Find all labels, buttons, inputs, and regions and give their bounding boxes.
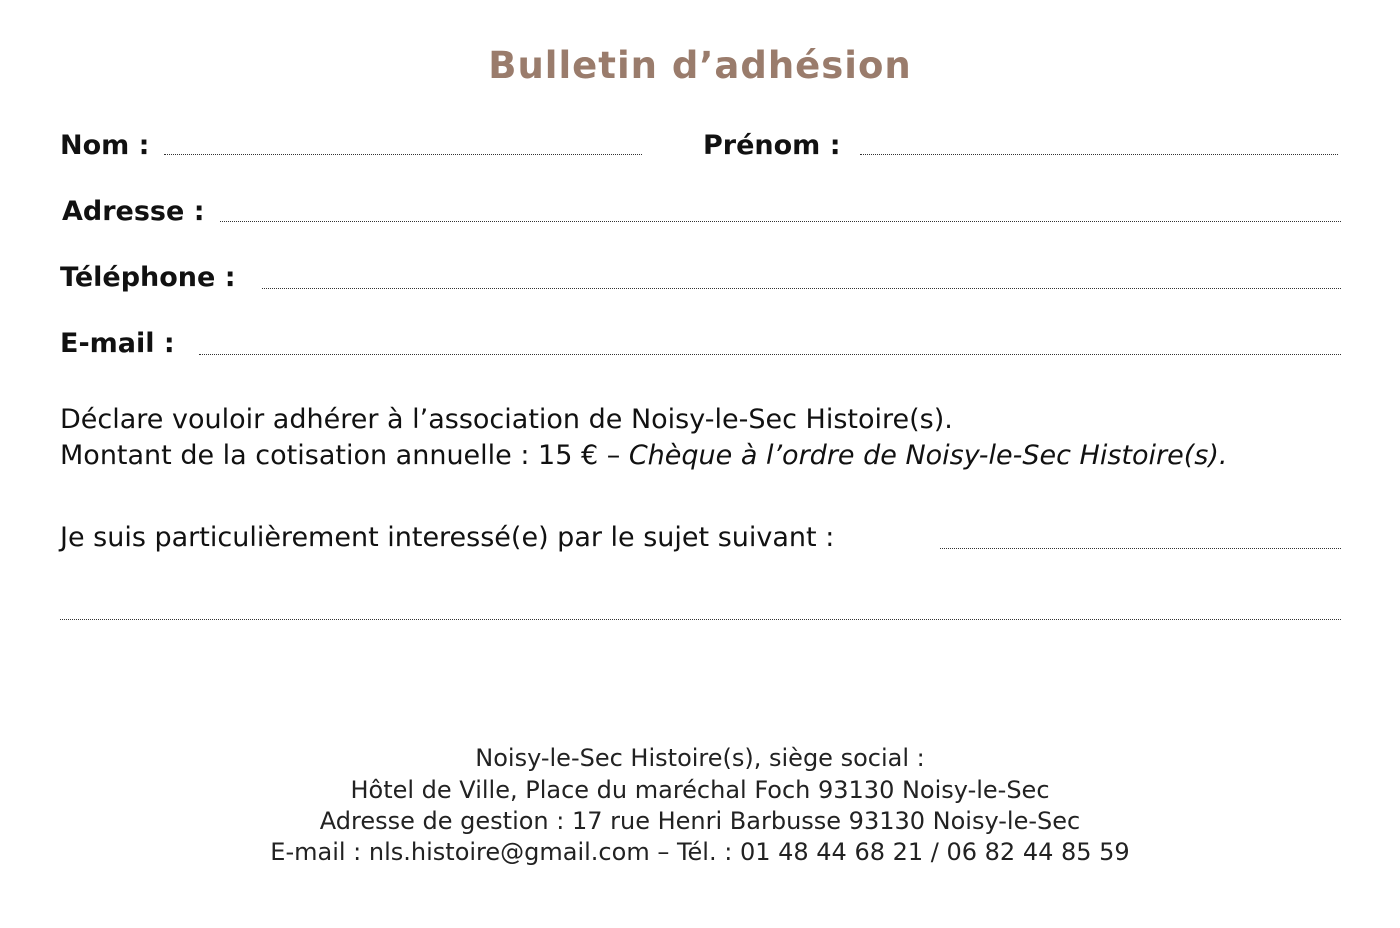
interest-label: Je suis particulièrement interessé(e) par le sujet suivant :	[60, 522, 835, 553]
prenom-label: Prénom :	[703, 130, 841, 161]
interest-field-line-2[interactable]	[60, 619, 1341, 620]
telephone-field-line[interactable]	[262, 288, 1341, 289]
footer-line-4: E-mail : nls.histoire@gmail.com – Tél. : 01 48 44 68 21 / 06 82 44 85 59	[270, 838, 1130, 866]
email-label: E-mail :	[60, 328, 175, 359]
telephone-label: Téléphone :	[60, 262, 236, 293]
cotisation-separator: –	[598, 440, 629, 471]
nom-field-line[interactable]	[164, 154, 642, 155]
declaration-line-1: Déclare vouloir adhérer à l’association de Noisy-le-Sec Histoire(s).	[60, 404, 953, 435]
footer-line-3: Adresse de gestion : 17 rue Henri Barbusse 93130 Noisy-le-Sec	[319, 807, 1081, 835]
form-title: Bulletin d’adhésion	[488, 44, 912, 87]
email-field-line[interactable]	[199, 354, 1341, 355]
footer-line-2: Hôtel de Ville, Place du maréchal Foch 93130 Noisy-le-Sec	[350, 776, 1050, 804]
nom-label: Nom :	[60, 130, 150, 161]
interest-field-line[interactable]	[940, 548, 1341, 549]
footer-line-1: Noisy-le-Sec Histoire(s), siège social :	[475, 744, 925, 772]
adresse-label: Adresse :	[62, 196, 205, 227]
cheque-order-text: Chèque à l’ordre de Noisy-le-Sec Histoire(s).	[628, 440, 1228, 471]
adresse-field-line[interactable]	[220, 221, 1341, 222]
prenom-field-line[interactable]	[860, 154, 1338, 155]
declaration-line-2	[60, 440, 1227, 471]
cotisation-amount: Montant de la cotisation annuelle : 15 €	[60, 440, 599, 471]
